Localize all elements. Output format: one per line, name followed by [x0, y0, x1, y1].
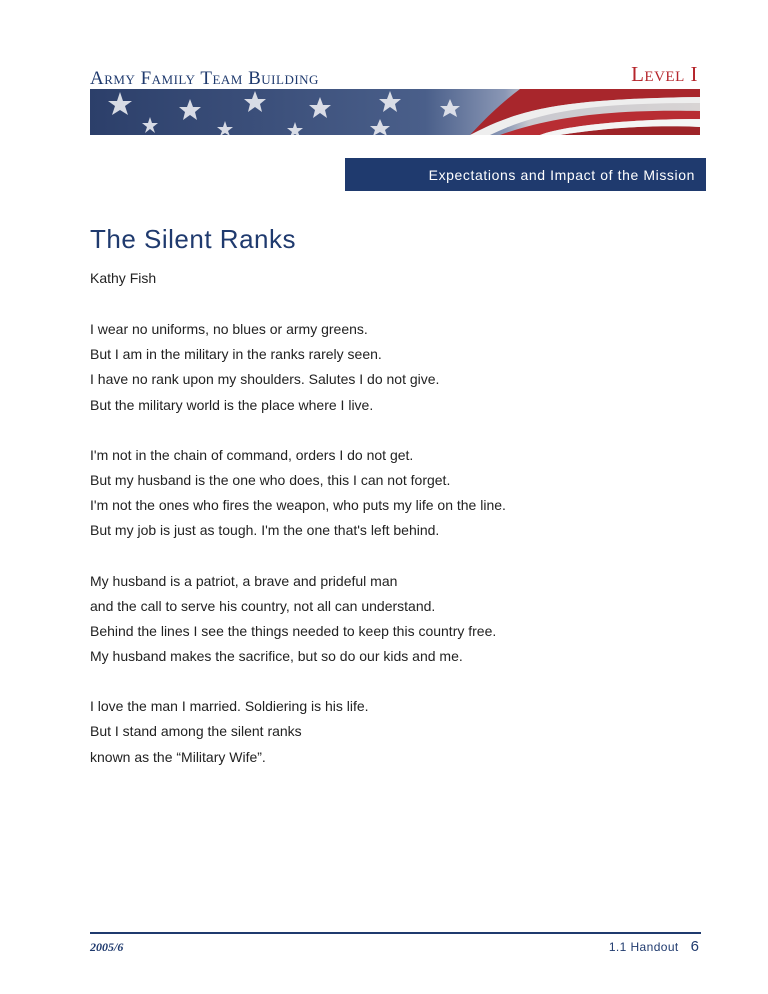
- poem-line: But the military world is the place where I live.: [90, 396, 374, 413]
- poem-line: But my husband is the one who does, this I can not forget.: [90, 471, 451, 488]
- poem-line: I'm not in the chain of command, orders I do not get.: [90, 446, 414, 463]
- section-heading-bar: [345, 158, 706, 191]
- poem-line: known as the “Military Wife”.: [90, 748, 266, 765]
- footer-right-group: [609, 938, 699, 955]
- poem-line: I love the man I married. Soldiering is his life.: [90, 698, 369, 715]
- poem-line: I'm not the ones who fires the weapon, who puts my life on the line.: [90, 497, 506, 514]
- poem-line: But I am in the military in the ranks rarely seen.: [90, 346, 382, 363]
- stanza-4: [90, 697, 690, 773]
- stanza-2: [90, 446, 690, 547]
- poem-line: My husband makes the sacrifice, but so do our kids and me.: [90, 648, 463, 665]
- poem-title: The Silent Ranks: [90, 224, 296, 254]
- stanza-1: [90, 320, 690, 421]
- poem-line: My husband is a patriot, a brave and prideful man: [90, 572, 398, 589]
- poem-line: Behind the lines I see the things needed to keep this country free.: [90, 622, 497, 639]
- page-number: 6: [690, 938, 699, 955]
- footer-handout-label: 1.1 Handout: [608, 940, 679, 954]
- level-label: Level I: [631, 62, 698, 86]
- stanza-3: [90, 572, 690, 673]
- poem-line: But my job is just as tough. I'm the one that's left behind.: [90, 522, 440, 539]
- section-heading: Expectations and Impact of the Mission: [428, 166, 695, 183]
- footer-date: 2005/6: [90, 940, 124, 954]
- footer-divider: [90, 932, 701, 934]
- poem-author: Kathy Fish: [90, 270, 157, 286]
- poem-line: and the call to serve his country, not all can understand.: [90, 597, 436, 614]
- poem-line: But I stand among the silent ranks: [90, 723, 302, 740]
- poem-line: I have no rank upon my shoulders. Salutes I do not give.: [90, 371, 440, 388]
- poem-body: [90, 320, 690, 798]
- program-title: Army Family Team Building: [90, 68, 319, 89]
- poem-line: I wear no uniforms, no blues or army greens.: [90, 321, 368, 337]
- flag-banner-icon: [90, 89, 700, 135]
